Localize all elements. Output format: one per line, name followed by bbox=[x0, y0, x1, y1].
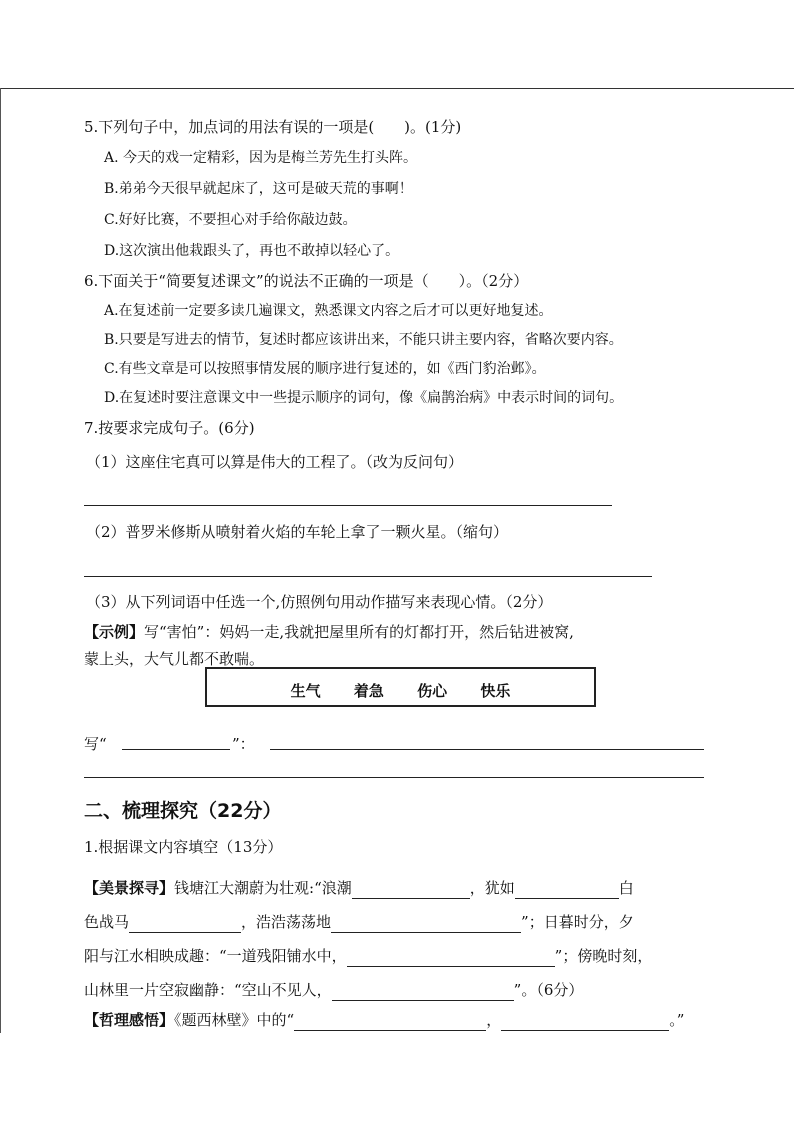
fill-text: 阳与江水相映成趣：“一道残阳铺水中， bbox=[84, 947, 347, 965]
q5-title: 5.下列句子中，加点词的用法有误的一项是( )。(1分) bbox=[84, 118, 462, 136]
word-choice: 快乐 bbox=[480, 682, 511, 700]
write-word-blank[interactable] bbox=[122, 749, 230, 750]
beauty-label: 【美景探寻】 bbox=[84, 879, 175, 897]
blank-1[interactable] bbox=[352, 882, 470, 899]
q6-option-b: B.只要是写进去的情节，复述时都应该讲出来，不能只讲主要内容，省略次要内容。 bbox=[104, 332, 623, 348]
blank-5[interactable] bbox=[347, 950, 555, 967]
q7-sub1: （1）这座住宅真可以算是伟大的工程了。（改为反问句） bbox=[86, 453, 464, 471]
q6-option-d: D.在复述时要注意课文中一些提示顺序的词句，像《扁鹊治病》中表示时间的词句。 bbox=[104, 390, 624, 406]
fill-line-4 bbox=[84, 979, 583, 1001]
fill-text: 色战马 bbox=[84, 913, 130, 931]
q7-sub3: （3）从下列词语中任选一个,仿照例句用动作描写来表现心情。（2分） bbox=[86, 593, 553, 611]
q5-option-a: A. 今天的戏一定精彩，因为是梅兰芳先生打头阵。 bbox=[104, 150, 418, 166]
fill-text: ”；傍晚时刻， bbox=[554, 947, 653, 965]
word-choice: 伤心 bbox=[417, 682, 448, 700]
q5-option-d: D.这次演出他栽跟头了，再也不敢掉以轻心了。 bbox=[104, 243, 400, 259]
fill-line-5 bbox=[84, 1009, 684, 1031]
q7-example bbox=[84, 622, 574, 642]
write-suffix: ”： bbox=[232, 735, 255, 753]
q6-title: 6.下面关于“简要复述课文”的说法不正确的一项是（ ）。（2分） bbox=[84, 272, 529, 290]
fill-text: ，犹如 bbox=[469, 879, 515, 897]
q5-option-b: B.弟弟今天很早就起床了，这可是破天荒的事啊！ bbox=[104, 181, 413, 197]
blank-8[interactable] bbox=[501, 1014, 669, 1031]
blank-6[interactable] bbox=[332, 984, 514, 1001]
word-choices bbox=[205, 680, 596, 701]
fill-text: 《题西林壁》中的“ bbox=[174, 1011, 295, 1029]
q7-sub2-answer-line[interactable] bbox=[84, 576, 652, 577]
fill-text: 钱塘江大潮蔚为壮观:“浪潮 bbox=[174, 879, 352, 897]
section2-q1-title: 1.根据课文内容填空（13分） bbox=[84, 838, 283, 856]
q7-title: 7.按要求完成句子。(6分) bbox=[84, 419, 255, 437]
fill-line-2 bbox=[84, 911, 634, 933]
blank-3[interactable] bbox=[129, 916, 241, 933]
fill-text: ，浩浩荡荡地 bbox=[241, 913, 332, 931]
write-answer-line-1[interactable] bbox=[270, 749, 704, 750]
fill-text: ”；日暮时分，夕 bbox=[521, 913, 634, 931]
q7-example-line2: 蒙上头，大气儿都不敢喘。 bbox=[84, 650, 265, 668]
page-border-left bbox=[0, 88, 1, 1033]
write-prefix: 写“ bbox=[84, 735, 107, 753]
page-border-top bbox=[0, 88, 794, 89]
example-label: 【示例】 bbox=[84, 623, 145, 641]
fill-line-1 bbox=[84, 877, 634, 899]
fill-text: 。” bbox=[669, 1011, 685, 1029]
q7-sub1-answer-line[interactable] bbox=[84, 505, 612, 506]
example-line1: 写“害怕”：妈妈一走,我就把屋里所有的灯都打开，然后钻进被窝, bbox=[144, 623, 574, 641]
blank-7[interactable] bbox=[294, 1014, 486, 1031]
q6-option-a: A.在复述前一定要多读几遍课文，熟悉课文内容之后才可以更好地复述。 bbox=[104, 303, 553, 319]
q7-sub2: （2）普罗米修斯从喷射着火焰的车轮上拿了一颗火星。（缩句） bbox=[86, 523, 509, 541]
q6-option-c: C.有些文章是可以按照事情发展的顺序进行复述的，如《西门豹治邺》。 bbox=[104, 361, 546, 377]
section2-title: 二、梳理探究（22分） bbox=[84, 800, 282, 822]
fill-text: 山林里一片空寂幽静：“空山不见人， bbox=[84, 981, 332, 999]
philosophy-label: 【哲理感悟】 bbox=[84, 1011, 175, 1029]
fill-text: ”。（6分） bbox=[513, 981, 584, 999]
fill-line-3 bbox=[84, 945, 652, 967]
write-answer-line-2[interactable] bbox=[84, 777, 704, 778]
blank-4[interactable] bbox=[331, 916, 521, 933]
word-choice: 着急 bbox=[353, 682, 384, 700]
fill-text: ， bbox=[486, 1011, 502, 1029]
fill-text: 白 bbox=[618, 879, 634, 897]
q5-option-c: C.好好比赛，不要担心对手给你敲边鼓。 bbox=[104, 212, 357, 228]
word-choice: 生气 bbox=[290, 682, 321, 700]
blank-2[interactable] bbox=[515, 882, 619, 899]
